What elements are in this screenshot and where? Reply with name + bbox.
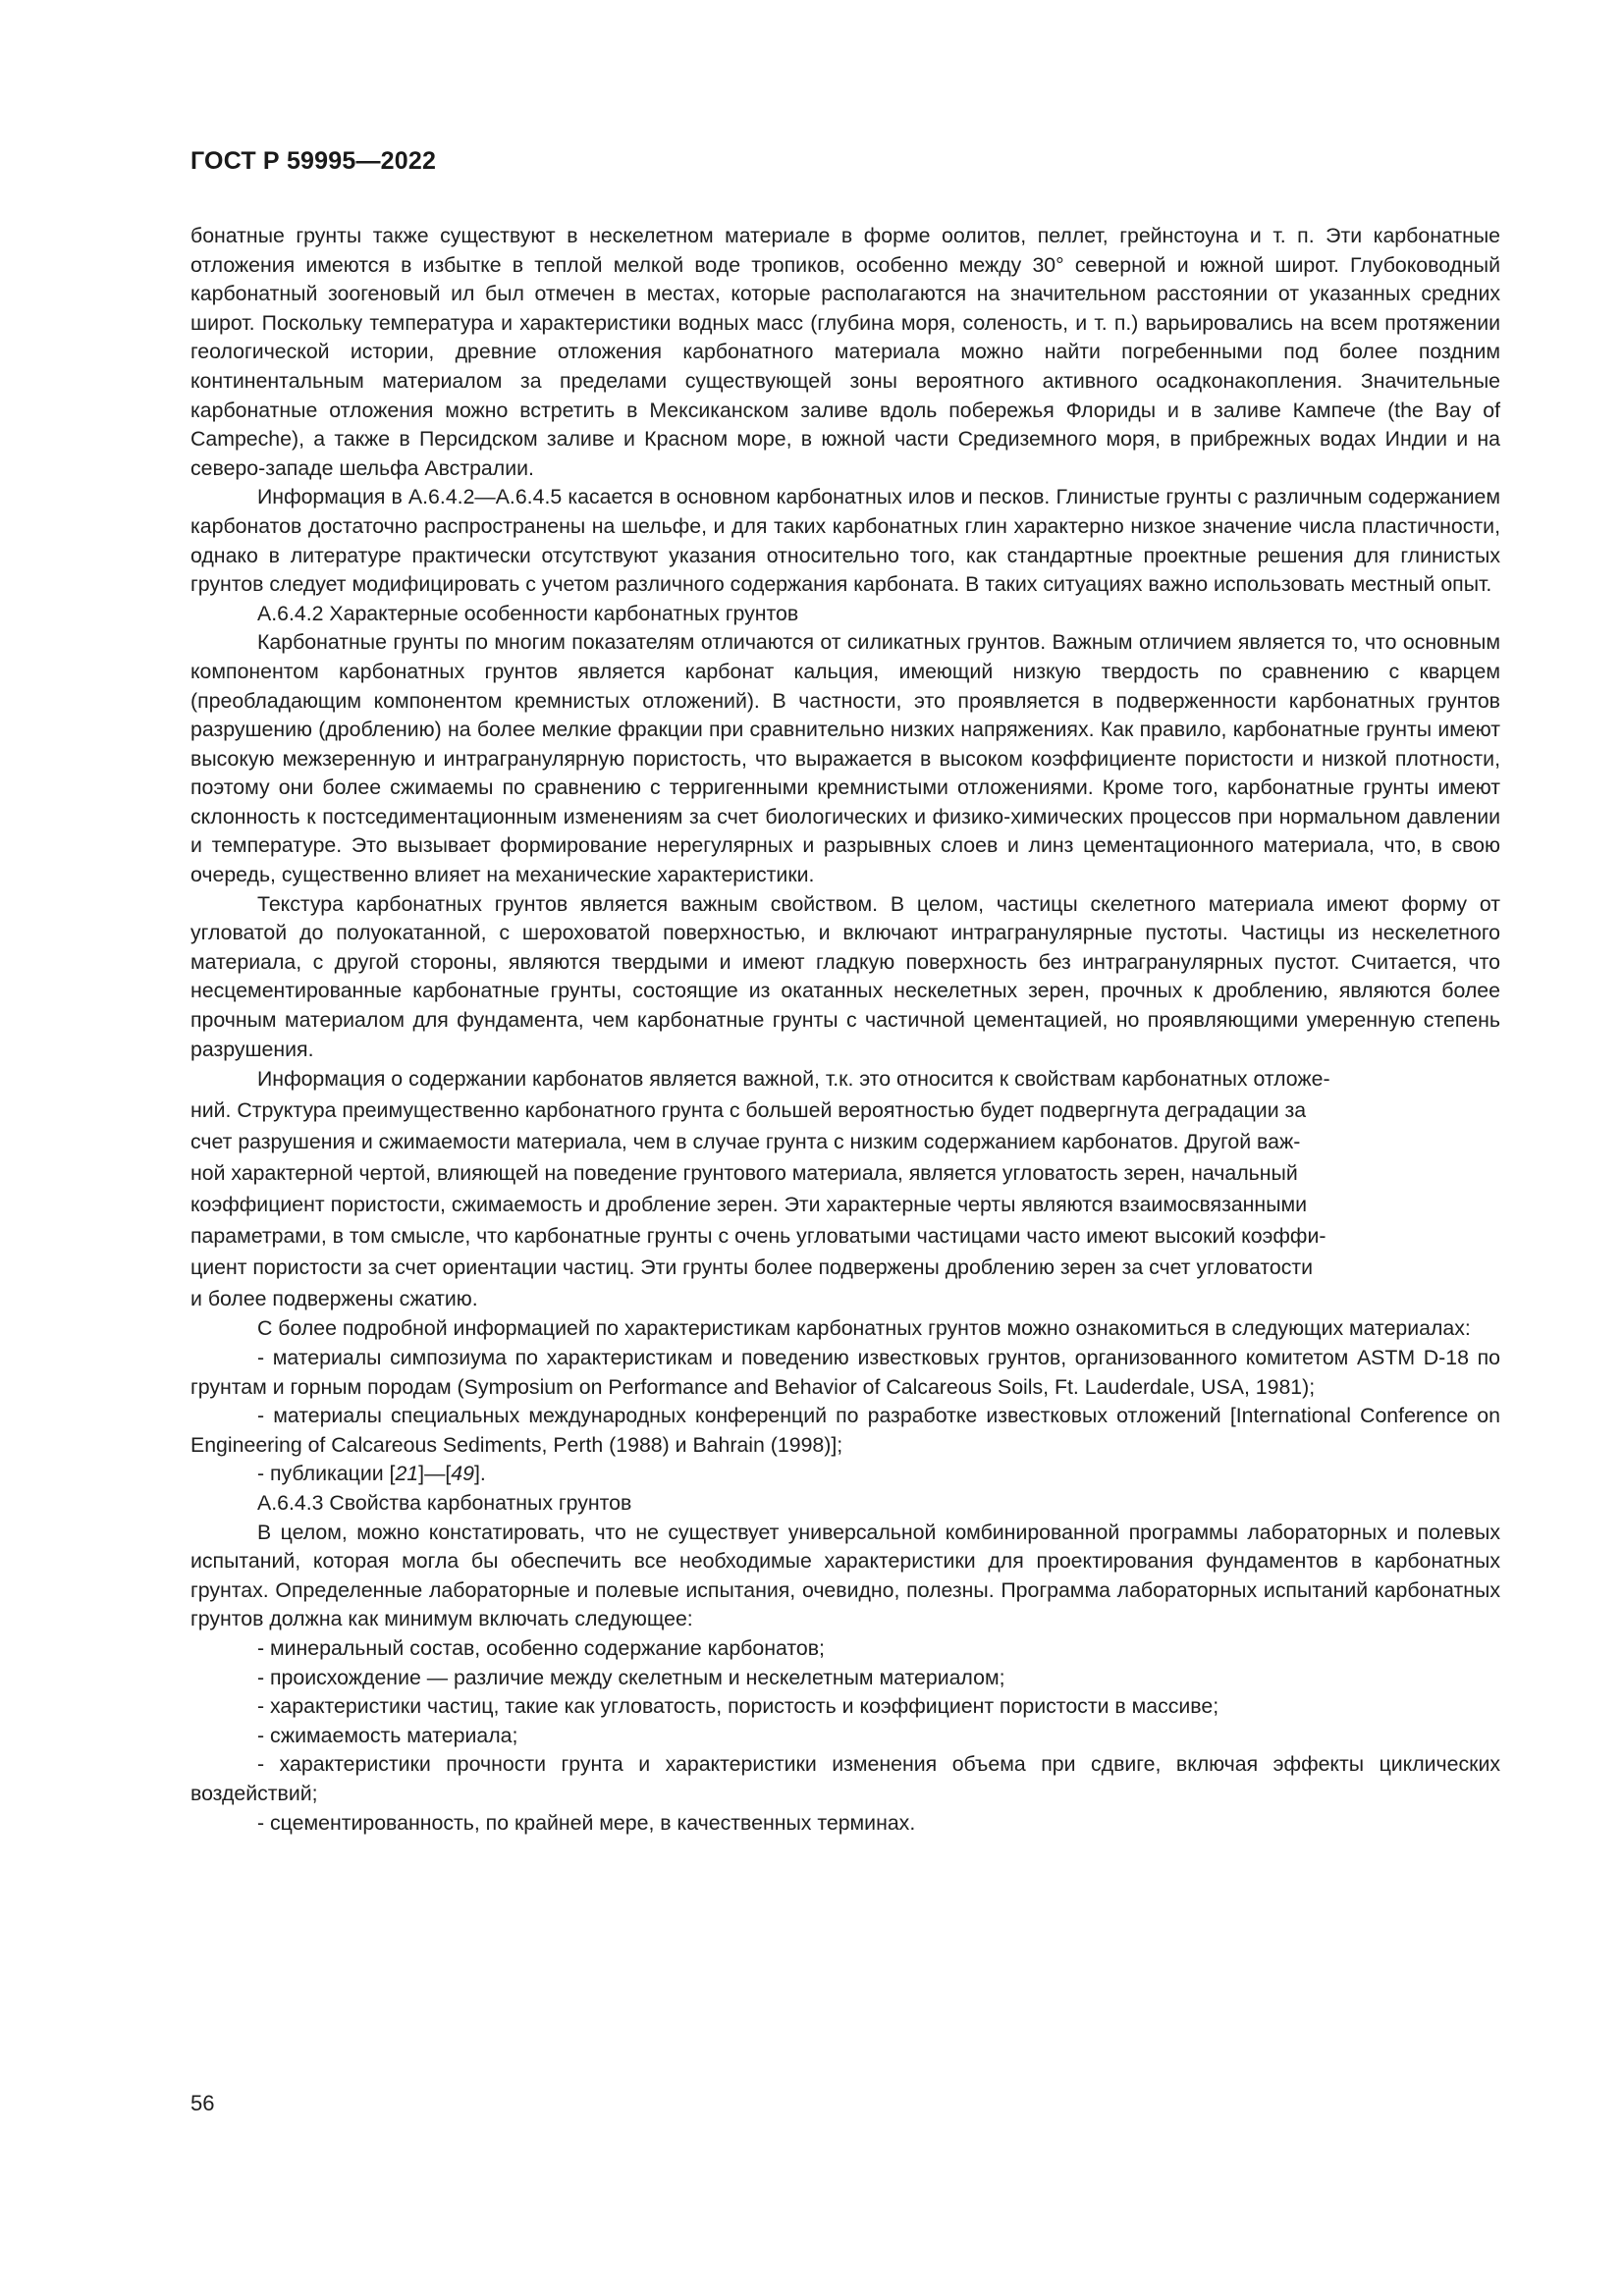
paragraph-conferences: - материалы специальных международных конференций по разработке известковых отложений [International Conference on Engineering of Calcareous Sediments, Perth (1988) и Bahrain (1998)]; <box>190 1404 1500 1457</box>
paragraph-line: счет разрушения и сжимаемости материала, чем в случае грунта с низким содержанием карбонатов. Другой важ- <box>190 1130 1301 1154</box>
publications-suffix: ]. <box>474 1462 486 1486</box>
list-item: - сцементированность, по крайней мере, в качественных терминах. <box>257 1810 916 1835</box>
paragraph-carbonate-content <box>190 1064 1500 1314</box>
reference-link-49: 49 <box>451 1462 474 1486</box>
paragraph-line: циент пористости за счет ориентации частиц. Эти грунты более подвержены дроблению зерен за счет угловатости <box>190 1255 1314 1279</box>
list-item: - минеральный состав, особенно содержание карбонатов; <box>257 1636 825 1660</box>
paragraph-line: и более подвержены сжатию. <box>190 1286 478 1310</box>
paragraph-line: Информация о содержании карбонатов является важной, т.к. это относится к свойствам карбонатных отложе- <box>257 1067 1330 1092</box>
document-body <box>190 222 1500 1838</box>
paragraph-info-scope: Информация в А.6.4.2—А.6.4.5 касается в основном карбонатных илов и песков. Глинистые грунты с различным содержанием карбонатов достаточно распространены на шельфе, и для таких карбонатных глин характерно низкое значение числа пластичности, однако в литературе практически отсутствуют указания относительно того, как стандартные проектные решения для глинистых грунтов следует модифицировать с учетом различного содержания карбоната. В таких ситуациях важно использовать местный опыт. <box>190 485 1500 597</box>
paragraph-line: ний. Структура преимущественно карбонатного грунта с большей вероятностью будет подвергнута деградации за <box>190 1098 1307 1123</box>
publications-dash: ]—[ <box>418 1462 452 1486</box>
paragraph-publications <box>190 1460 1500 1489</box>
publications-prefix: - публикации [ <box>257 1462 396 1486</box>
paragraph-line: ной характерной чертой, влияющей на поведение грунтового материала, является угловатость зерен, начальный <box>190 1160 1298 1185</box>
paragraph-astm-symposium: - материалы симпозиума по характеристикам и поведению известковых грунтов, организованного комитетом ASTM D-18 по грунтам и горным породам (Symposium on Performance and Behavior of Calcareous Soils, Ft. Lauderdale, USA, 1981); <box>190 1346 1500 1399</box>
paragraph-further-info: С более подробной информацией по характеристикам карбонатных грунтов можно ознакомиться в следующих материалах: <box>257 1316 1471 1341</box>
section-heading-a642: А.6.4.2 Характерные особенности карбонатных грунтов <box>257 601 799 625</box>
list-item: - сжимаемость материала; <box>257 1723 518 1747</box>
paragraph-test-program: В целом, можно констатировать, что не существует универсальной комбинированной программы лабораторных и полевых испытаний, которая могла бы обеспечить все необходимые характеристики для проектирования фундаментов в карбонатных грунтах. Определенные лабораторные и полевые испытания, очевидно, полезны. Программа лабораторных испытаний карбонатных грунтов должна как минимум включать следующее: <box>190 1520 1500 1631</box>
paragraph-distinctive-features: Карбонатные грунты по многим показателям отличаются от силикатных грунтов. Важным отличием является то, что основным компонентом карбонатных грунтов является карбонат кальция, имеющий низкую твердость по сравнению с кварцем (преобладающим компонентом кремнистых отложений). В частности, это проявляется в подверженности карбонатных грунтов разрушению (дроблению) на более мелкие фракции при сравнительно низких напряжениях. Как правило, карбонатные грунты имеют высокую межзеренную и интрагранулярную пористость, что выражается в высоком коэффициенте пористости и низкой плотности, поэтому они более сжимаемы по сравнению с терригенными кремнистыми отложениями. Кроме того, карбонатные грунты имеют склонность к постседиментационным изменениям за счет биологических и физико-химических процессов при нормальном давлении и температуре. Это вызывает формирование нерегулярных и разрывных слоев и линз цементационного материала, что, в свою очередь, существенно влияет на механические характеристики. <box>190 630 1500 887</box>
paragraph-texture: Текстура карбонатных грунтов является важным свойством. В целом, частицы скелетного материала имеют форму от угловатой до полуокатанной, с шероховатой поверхностью, и включают интрагранулярные пустоты. Частицы из нескелетного материала, с другой стороны, являются твердыми и имеют гладкую поверхность без интрагранулярных пустот. Считается, что несцементированные карбонатные грунты, состоящие из окатанных нескелетных зерен, прочных к дроблению, являются более прочным материалом для фундамента, чем карбонатные грунты с частичной цементацией, но проявляющими умеренную степень разрушения. <box>190 891 1500 1061</box>
list-item: - характеристики частиц, такие как угловатость, пористость и коэффициент пористости в массиве; <box>257 1694 1219 1719</box>
page-number: 56 <box>190 2091 215 2115</box>
list-item: - происхождение — различие между скелетным и нескелетным материалом; <box>257 1665 1005 1689</box>
section-heading-a643: А.6.4.3 Свойства карбонатных грунтов <box>257 1491 632 1516</box>
reference-link-21: 21 <box>395 1462 419 1486</box>
document-code-header: ГОСТ Р 59995—2022 <box>190 147 437 175</box>
list-item: - характеристики прочности грунта и характеристики изменения объема при сдвиге, включая эффекты циклических воздействий; <box>190 1752 1500 1805</box>
paragraph-line: коэффициент пористости, сжимаемость и дробление зерен. Эти характерные черты являются взаимосвязанными <box>190 1192 1308 1216</box>
paragraph-continuation: бонатные грунты также существуют в нескелетном материале в форме оолитов, пеллет, грейнстоуна и т. п. Эти карбонатные отложения имеются в избытке в теплой мелкой воде тропиков, особенно между 30° северной и южной широт. Глубоководный карбонатный зоогеновый ил был отмечен в местах, которые располагаются на значительном расстоянии от указанных средних широт. Поскольку температура и характеристики водных масс (глубина моря, соленость, и т. п.) варьировались на всем протяжении геологической истории, древние отложения карбонатного материала можно найти погребенными под более поздним континентальным материалом за пределами существующей зоны вероятного активного осадконакопления. Значительные карбонатные отложения можно встретить в Мексиканском заливе вдоль побережья Флориды и в заливе Кампече (the Bay of Campeche), а также в Персидском заливе и Красном море, в южной части Средиземного моря, в прибрежных водах Индии и на северо-западе шельфа Австралии. <box>190 224 1500 480</box>
paragraph-line: параметрами, в том смысле, что карбонатные грунты с очень угловатыми частицами часто имеют высокий коэффи- <box>190 1223 1326 1248</box>
